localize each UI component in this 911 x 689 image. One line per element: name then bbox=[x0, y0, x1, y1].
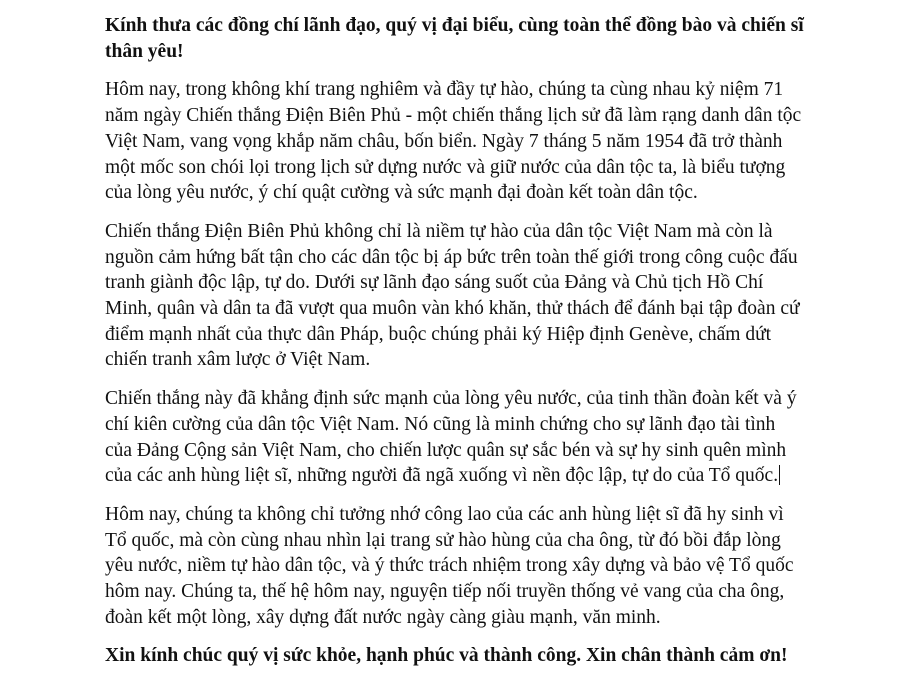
paragraph: Hôm nay, chúng ta không chỉ tưởng nhớ công lao của các anh hùng liệt sĩ đã hy sinh vì Tổ quốc, mà còn cùng nhau nhìn lại trang sử hào hùng của cha ông, từ đó bồi đắp lòng yêu nước, niềm tự hào dân tộc, và ý thức trách nhiệm trong xây dựng và bảo vệ Tổ quốc hôm nay. Chúng ta, thế hệ hôm nay, nguyện tiếp nối truyền thống vẻ vang của cha ông, đoàn kết một lòng, xây dựng đất nước ngày càng giàu mạnh, văn minh. bbox=[105, 503, 794, 628]
paragraph-with-caret bbox=[105, 386, 805, 489]
document-body[interactable] bbox=[105, 13, 805, 669]
closing-line: Xin kính chúc quý vị sức khỏe, hạnh phúc và thành công. Xin chân thành cảm ơn! bbox=[105, 645, 788, 667]
text-cursor bbox=[779, 465, 780, 485]
paragraph: Hôm nay, trong không khí trang nghiêm và đầy tự hào, chúng ta cùng nhau kỷ niệm 71 năm ngày Chiến thắng Điện Biên Phủ - một chiến thắng lịch sử đã làm rạng danh dân tộc Việt Nam, vang vọng khắp năm châu, bốn biển. Ngày 7 tháng 5 năm 1954 đã trở thành một mốc son chói lọi trong lịch sử dựng nước và giữ nước của dân tộc ta, là biểu tượng của lòng yêu nước, ý chí quật cường và sức mạnh đại đoàn kết toàn dân tộc. bbox=[105, 79, 802, 204]
greeting-heading: Kính thưa các đồng chí lãnh đạo, quý vị đại biểu, cùng toàn thể đồng bào và chiến sĩ thân yêu! bbox=[105, 15, 804, 62]
paragraph: Chiến thắng Điện Biên Phủ không chỉ là niềm tự hào của dân tộc Việt Nam mà còn là nguồn cảm hứng bất tận cho các dân tộc bị áp bức trên toàn thế giới trong công cuộc đấu tranh giành độc lập, tự do. Dưới sự lãnh đạo sáng suốt của Đảng và Chủ tịch Hồ Chí Minh, quân và dân ta đã vượt qua muôn vàn khó khăn, thử thách để đánh bại tập đoàn cứ điểm mạnh nhất của thực dân Pháp, buộc chúng phải ký Hiệp định Genève, chấm dứt chiến tranh xâm lược ở Việt Nam. bbox=[105, 220, 800, 371]
paragraph-text: Chiến thắng này đã khẳng định sức mạnh của lòng yêu nước, của tinh thần đoàn kết và ý chí kiên cường của dân tộc Việt Nam. Nó cũng là minh chứng cho sự lãnh đạo tài tình của Đảng Cộng sản Việt Nam, cho chiến lược quân sự sắc bén và sự hy sinh quên mình của các anh hùng liệt sĩ, những người đã ngã xuống vì nền độc lập, tự do của Tổ quốc. bbox=[105, 388, 797, 487]
